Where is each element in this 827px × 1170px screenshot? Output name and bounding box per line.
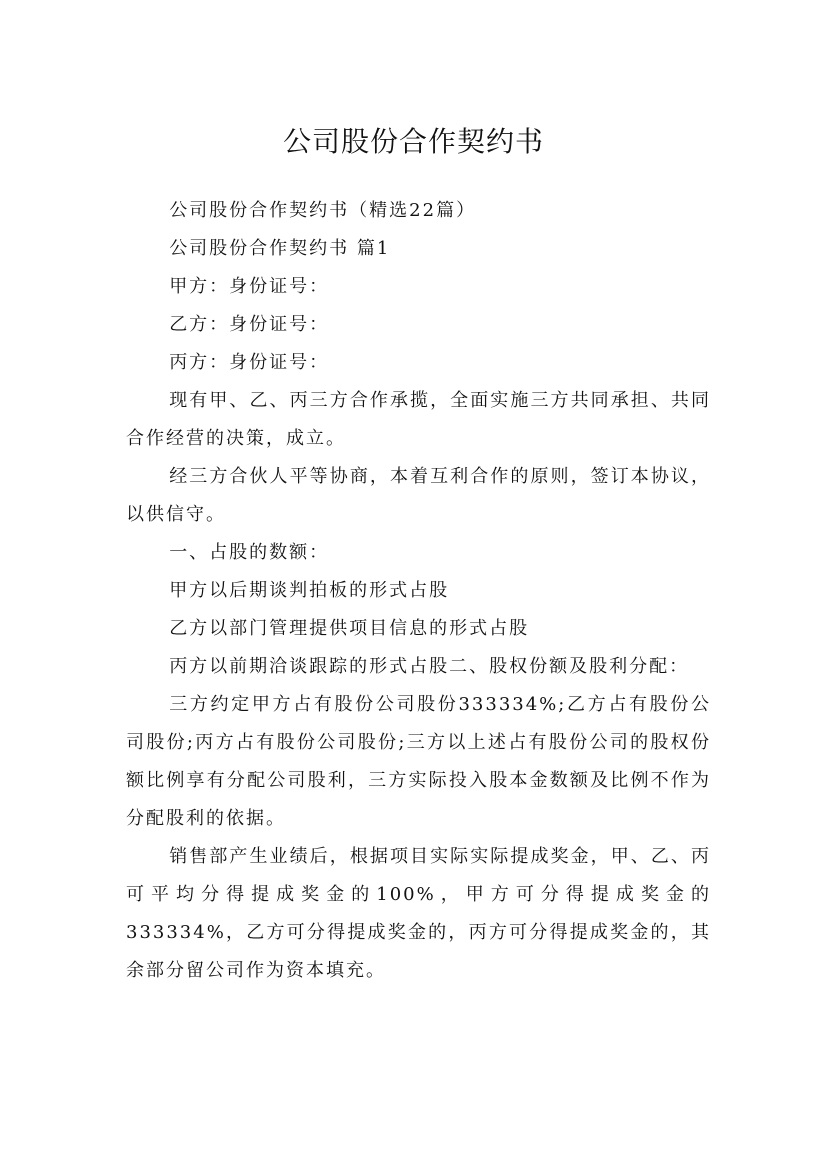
section-heading: 公司股份合作契约书 篇1: [169, 238, 391, 259]
party-c-line: 丙方：身份证号：: [169, 352, 330, 373]
share-amount-heading: 一、占股的数额：: [169, 542, 330, 563]
agreement-paragraph: 经三方合伙人平等协商，本着互利合作的原则，签订本协议，以供信守。: [126, 466, 711, 525]
bonus-paragraph: 销售部产生业绩后，根据项目实际实际提成奖金，甲、乙、丙可平均分得提成奖金的100%，甲方可分得提成奖金的333334%，乙方可分得提成奖金的，丙方可分得提成奖金的，其余部分留公司作为资本填充。: [126, 846, 711, 981]
intro-paragraph: 现有甲、乙、丙三方合作承揽，全面实施三方共同承担、共同合作经营的决策，成立。: [126, 390, 711, 449]
party-a-line: 甲方：身份证号：: [169, 276, 330, 297]
document-title: 公司股份合作契约书: [282, 124, 544, 158]
party-b-line: 乙方：身份证号：: [169, 314, 330, 335]
party-b-share: 乙方以部门管理提供项目信息的形式占股: [169, 618, 530, 639]
party-c-share: 丙方以前期洽谈跟踪的形式占股二、股权份额及股利分配：: [169, 656, 690, 677]
subtitle-paragraph: 公司股份合作契约书（精选22篇）: [169, 200, 477, 221]
equity-distribution-paragraph: 三方约定甲方占有股份公司股份333334%;乙方占有股份公司股份;丙方占有股份公司股份;三方以上述占有股份公司的股权份额比例享有分配公司股利，三方实际投入股本金数额及比例不作为分配股利的依据。: [126, 694, 711, 829]
document-body: [126, 192, 711, 990]
party-a-share: 甲方以后期谈判拍板的形式占股: [169, 580, 450, 601]
